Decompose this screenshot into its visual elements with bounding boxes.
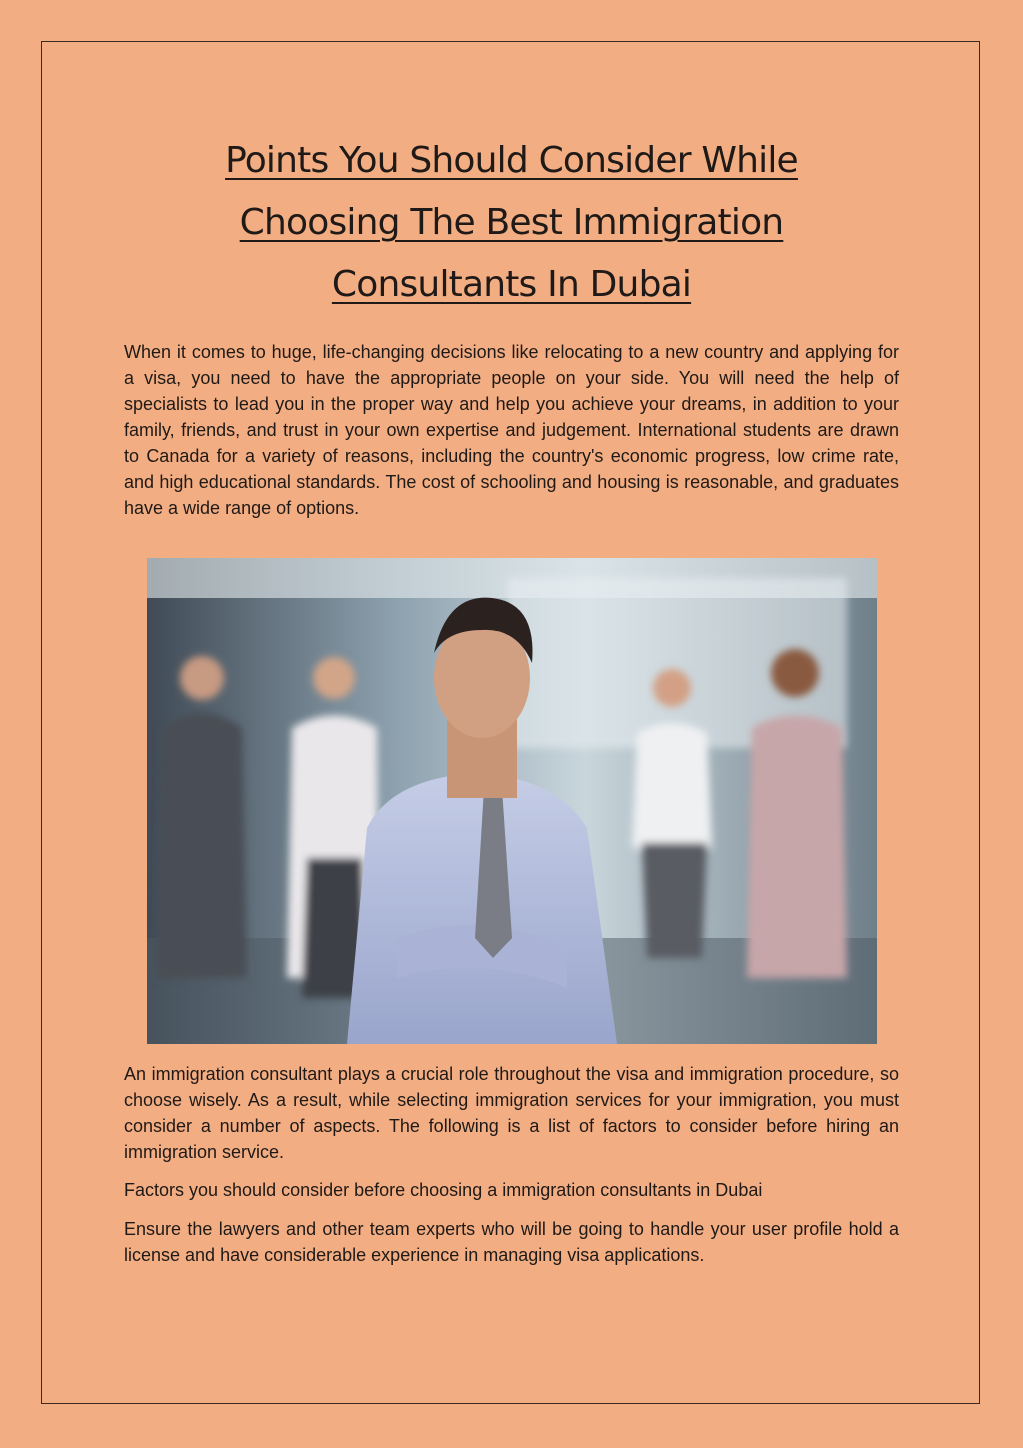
license-paragraph: Ensure the lawyers and other team experts who will be going to handle your user profile hold a license and have considerable experience in managing visa applications. [124,1219,899,1265]
document-title: Points You Should Consider While Choosing The Best Immigration Consultants In Dubai [225,140,798,305]
factors-heading-paragraph: Factors you should consider before choosing a immigration consultants in Dubai [124,1180,763,1200]
consultant-role-paragraph: An immigration consultant plays a crucial role throughout the visa and immigration procedure, so choose wisely. As a result, while selecting immigration services for your immigration, you must consider a number of aspects. The following is a list of factors to consider before hiring an immigration service. [124,1064,899,1162]
team-photo [147,558,877,1044]
intro-paragraph: When it comes to huge, life-changing decisions like relocating to a new country and applying for a visa, you need to have the appropriate people on your side. You will need the help of specialists to lead you in the proper way and help you achieve your dreams, in addition to your family, friends, and trust in your own expertise and judgement. International students are drawn to Canada for a variety of reasons, including the country's economic progress, low crime rate, and high educational standards. The cost of schooling and housing is reasonable, and graduates have a wide range of options. [124,342,899,518]
